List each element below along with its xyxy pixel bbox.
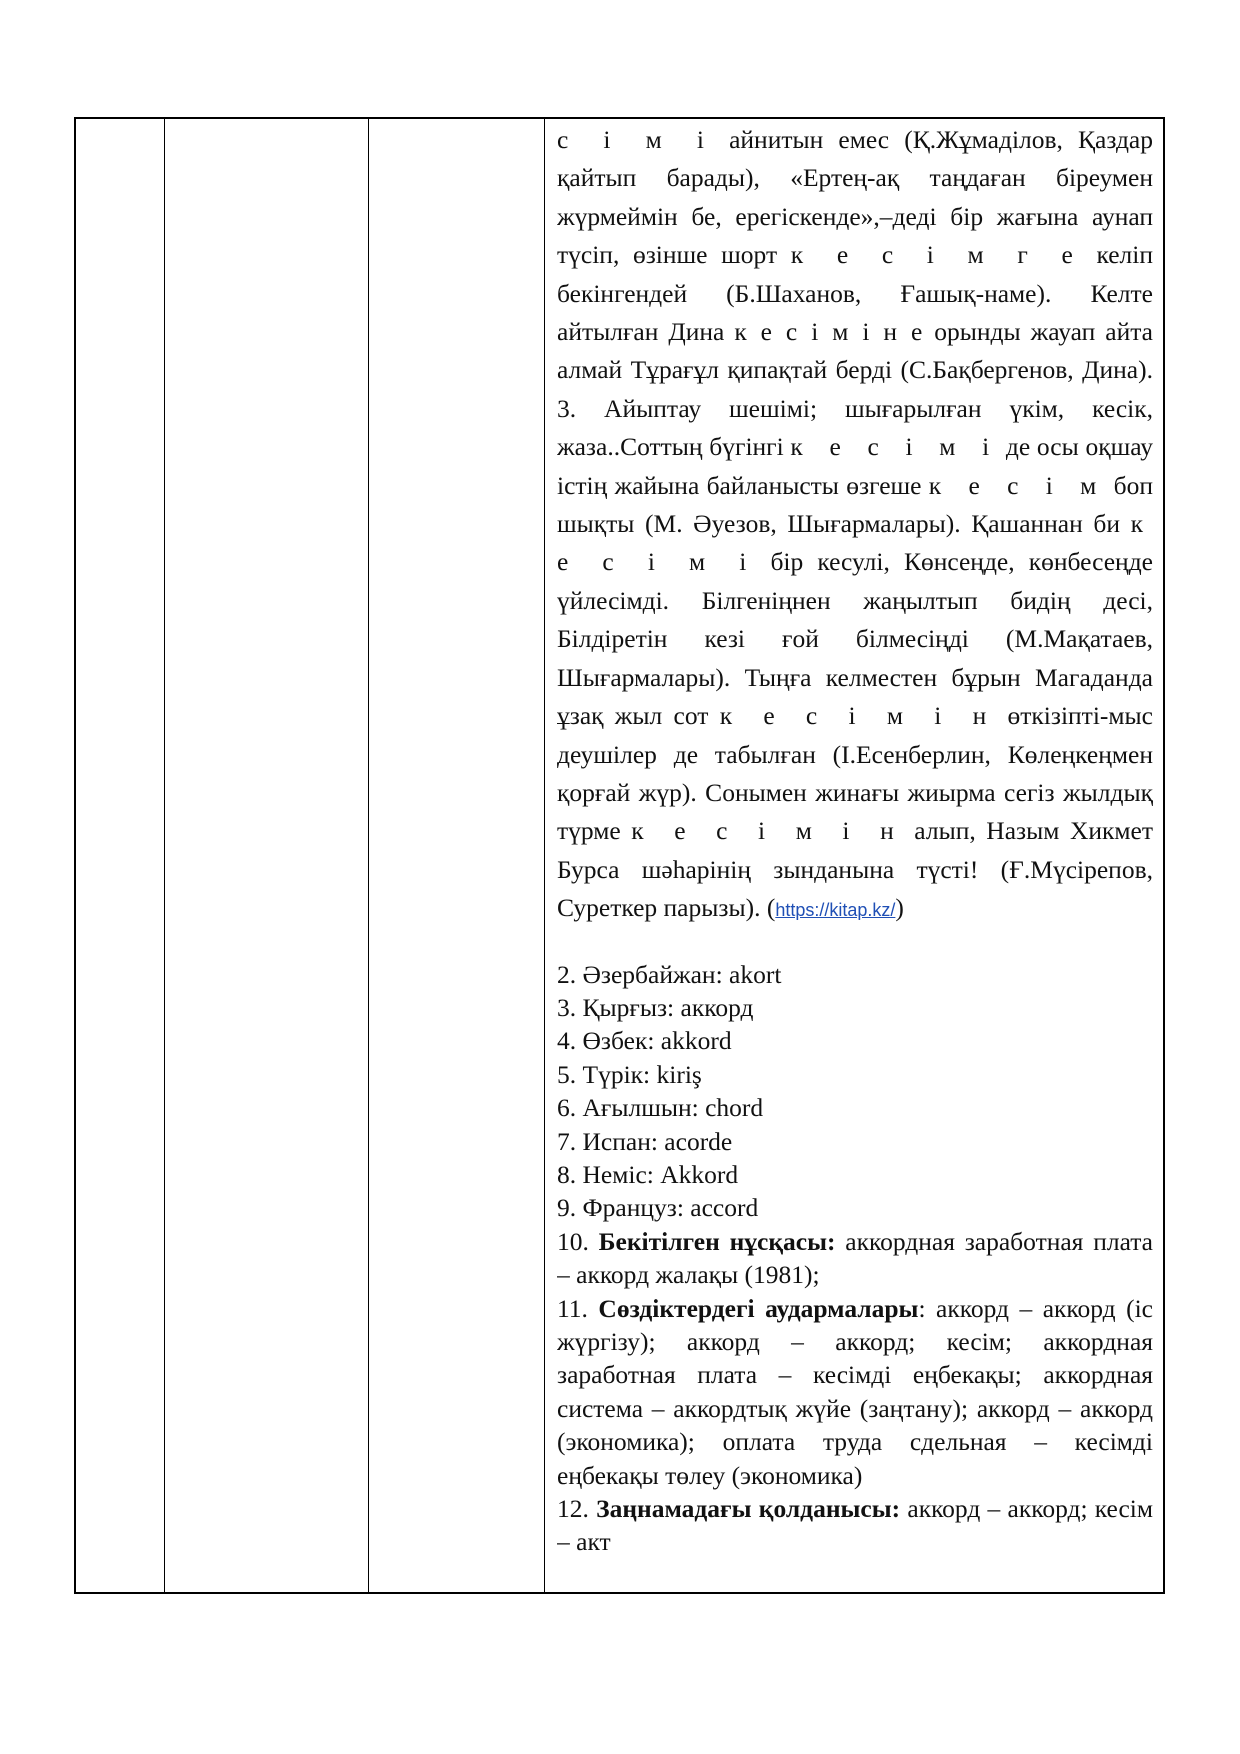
item-number: 10. — [557, 1226, 599, 1256]
approved-version-block — [557, 1225, 1153, 1292]
paragraph-text: ) — [895, 893, 904, 923]
list-item: 3. Қырғыз: аккорд — [557, 992, 754, 1022]
column-divider-1 — [164, 119, 165, 1592]
spaced-term: к е с і м і — [790, 432, 1000, 462]
paragraph-text: келіп бекінгендей (Б.Шаханов, Ғашық-наме). Келте айтылған Дина — [557, 240, 1153, 347]
item-label: Заңнамадағы қолданысы: — [596, 1494, 901, 1524]
paragraph-text: де осы оқшау істің жайына байланысты өзгеше — [557, 432, 1153, 500]
paragraph-text: айнитын емес (Қ.Жұмаділов, Қаздар қайтып барады), «Ертең-ақ таңдаған біреумен жүрмеймін бе, ерегіскенде»,–деді бір жағына аунап түсіп, өзінше шорт — [557, 125, 1153, 270]
item-label: Бекітілген нұсқасы: — [598, 1226, 836, 1256]
list-item: 9. Француз: accord — [557, 1193, 759, 1223]
list-item: 8. Неміс: Akkord — [557, 1159, 739, 1189]
spaced-term: к е с і м г е — [790, 240, 1083, 270]
paragraph-text: алып, Назым Хикмет Бурса шәһарінің зынданына түсті! (Ғ.Мүсірепов, Суреткер парызы). ( — [557, 816, 1153, 923]
item-text: : аккорд – аккорд (іс жүргізу); аккорд – аккорд; кесім; аккордная заработная плата – кесімді еңбекақы; аккордная система – аккордтық жүйе (заңтану); аккорд – аккорд (экономика); оплата труда сдельная – кесімді еңбекақы төлеу (экономика) — [557, 1293, 1153, 1490]
column-divider-2 — [368, 119, 369, 1592]
spaced-term: к е с і м і н е — [734, 317, 925, 347]
list-item: 7. Испан: acorde — [557, 1126, 733, 1156]
column-divider-3 — [544, 119, 545, 1592]
legislation-usage-block — [557, 1492, 1153, 1559]
paragraph-text: өткізіпті-мыс деушілер де табылған (І.Есенберлин, Көлеңкеңмен қорғай жүр). Сонымен жинағы жиырма сегіз жылдық түрме — [557, 701, 1153, 846]
paragraph-text: бір кесулі, Көнсеңде, көнбесеңде үйлесімді. Білгеніңнен жаңылтып бидің десі, Білдіретін кезі ғой білмесіңді (М.Мақатаев, Шығармалары). Тыңға келместен бұрын Магаданда ұзақ жыл сот — [557, 547, 1153, 731]
spaced-term: с і м і — [557, 125, 714, 154]
paragraph-text: орынды жауап айта алмай Тұрағұл қипақтай берді (С.Бақбергенов, Дина). 3. Айыптау шешімі; шығарылған үкім, кесік, жаза..Соттың бүгінгі — [557, 317, 1153, 462]
item-text: аккорд – аккорд; кесім – акт — [557, 1494, 1153, 1557]
usage-examples-paragraph — [557, 119, 1153, 930]
dictionary-translations-block — [557, 1292, 1153, 1492]
item-number: 11. — [557, 1293, 599, 1323]
spaced-term: к е с і м і н — [631, 816, 904, 846]
list-item: 2. Әзербайжан: akort — [557, 959, 782, 989]
item-number: 12. — [557, 1494, 597, 1524]
spaced-term: к е с і м і н — [719, 701, 997, 731]
spaced-term: к е с і м — [928, 470, 1107, 500]
item-label: Сөздіктердегі аудармалары — [598, 1293, 919, 1323]
item-text: аккордная заработная плата – аккорд жалақы (1981); — [557, 1226, 1153, 1290]
translations-list — [557, 958, 1153, 1225]
source-link[interactable]: https://kitap.kz/ — [775, 900, 896, 921]
paragraph-text: боп шықты (М. Әуезов, Шығармалары). Қашаннан би — [557, 470, 1153, 539]
list-item: 5. Түрік: kiriş — [557, 1059, 702, 1089]
spaced-term: к е с і м і — [557, 509, 1153, 577]
list-item: 4. Өзбек: akkord — [557, 1026, 732, 1056]
document-table — [74, 117, 1165, 1594]
content-cell — [557, 119, 1153, 1592]
list-item: 6. Ағылшын: chord — [557, 1093, 764, 1123]
